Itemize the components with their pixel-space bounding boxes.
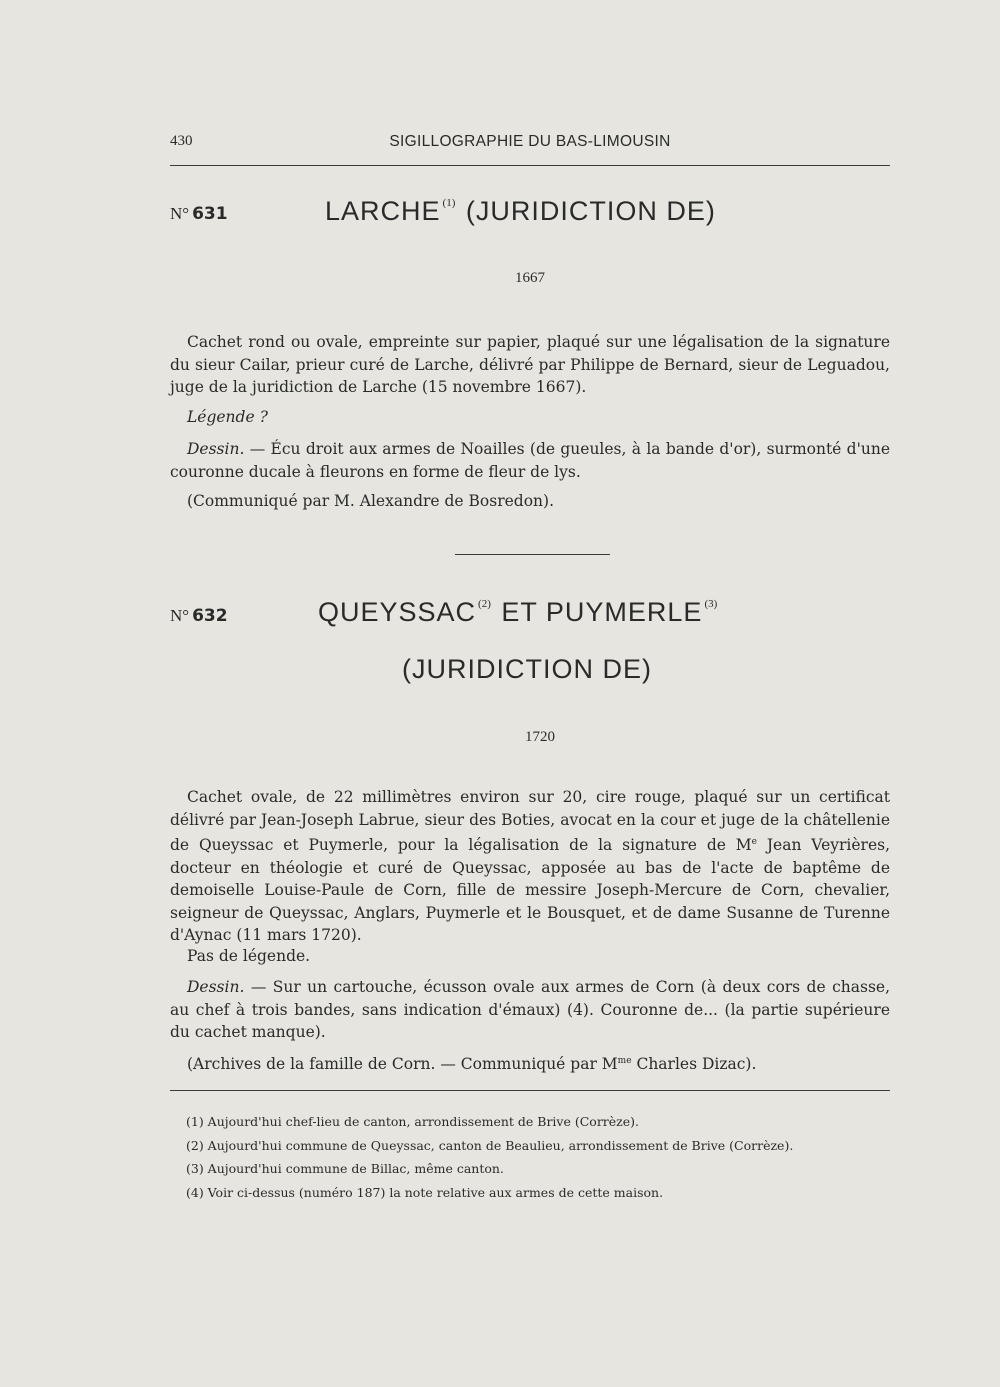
dessin-text: — Écu droit aux armes de Noailles (de gueules, à la bande d'or), surmonté d'une couronne ducale à fleurons en forme de fleur de lys. — [170, 440, 890, 481]
source-text: Charles Dizac). — [631, 1055, 757, 1073]
entry-legend-631 — [170, 406, 890, 429]
entry-year-632: 1720 — [525, 729, 555, 745]
footnote: (4) Voir ci-dessus (numéro 187) la note relative aux armes de cette maison. — [186, 1184, 664, 1200]
legend-label: Légende ? — [187, 408, 268, 426]
footnotes — [186, 1110, 886, 1204]
entry-legend-632: Pas de légende. — [187, 947, 311, 965]
superscript: me — [617, 1056, 632, 1066]
entry-number-632 — [170, 606, 228, 626]
footnote-ref: (1) — [442, 197, 456, 209]
superscript: e — [751, 837, 757, 847]
entry-source-632 — [170, 1050, 890, 1076]
running-header — [170, 133, 890, 157]
description-text: Cachet ovale, de 22 millimètres environ sur 20, cire rouge, plaqué sur un certificat délivré par Jean-Joseph Labrue, sieur des Boties, avocat en la cour et juge de la châtellenie de Queyssac et Puymerle, pour la légalisation de la signature de M — [170, 788, 890, 854]
title-part: LARCHE — [325, 196, 441, 226]
footnote: (1) Aujourd'hui chef-lieu de canton, arrondissement de Brive (Corrèze). — [186, 1114, 640, 1129]
entry-number-prefix: N° — [170, 606, 190, 625]
entry-number-631 — [170, 204, 228, 224]
entry-description-632 — [170, 786, 890, 947]
footnote-ref: (3) — [704, 598, 718, 610]
footnote-ref: (2) — [478, 598, 491, 610]
source-text: (Archives de la famille de Corn. — Communiqué par M — [187, 1055, 618, 1073]
entry-number: 632 — [192, 606, 228, 626]
description-text: Jean Veyrières, docteur en théologie et curé de Queyssac, apposée au bas de l'acte de baptême de demoiselle Louise-Paule de Corn, fille de messire Joseph-Mercure de Corn, chevalier, seigneur de Queyssac, Anglars, Puymerle et le Bousquet, et de dame Susanne de Turenne d'Aynac (11 mars 1720). — [170, 836, 890, 944]
title-part: (JURIDICTION DE) — [465, 196, 716, 226]
entry-title-631 — [325, 196, 716, 227]
dessin-label: Dessin. — [187, 440, 245, 458]
entry-dessin-632 — [170, 976, 890, 1044]
entry-number-prefix: N° — [170, 204, 190, 223]
entry-title-632 — [318, 597, 719, 628]
entry-source-631: (Communiqué par M. Alexandre de Bosredon). — [187, 492, 554, 510]
title-part: ET PUYMERLE — [501, 597, 703, 627]
entry-year-631: 1667 — [515, 270, 545, 286]
section-divider — [455, 554, 610, 555]
page-number: 430 — [170, 133, 193, 149]
running-title: SIGILLOGRAPHIE DU BAS-LIMOUSIN — [389, 133, 671, 150]
header-rule — [170, 165, 890, 166]
dessin-label: Dessin. — [187, 978, 245, 996]
footnote: (3) Aujourd'hui commune de Billac, même canton. — [186, 1161, 504, 1176]
entry-number: 631 — [192, 204, 228, 224]
title-part: QUEYSSAC — [318, 597, 477, 627]
entry-dessin-631 — [170, 438, 890, 483]
footnote: (2) Aujourd'hui commune de Queyssac, canton de Beaulieu, arrondissement de Brive (Corrèze). — [186, 1137, 794, 1153]
entry-title-632-line2: (JURIDICTION DE) — [402, 654, 652, 684]
footnote-rule — [170, 1090, 890, 1091]
dessin-text: — Sur un cartouche, écusson ovale aux armes de Corn (à deux cors de chasse, au chef à trois bandes, sans indication d'émaux) (4). Couronne de... (la partie supérieure du cachet manque). — [170, 978, 890, 1041]
entry-description-631: Cachet rond ou ovale, empreinte sur papier, plaqué sur une légalisation de la signature du sieur Cailar, prieur curé de Larche, délivré par Philippe de Bernard, sieur de Leguadou, juge de la juridiction de Larche (15 novembre 1667). — [170, 333, 890, 396]
